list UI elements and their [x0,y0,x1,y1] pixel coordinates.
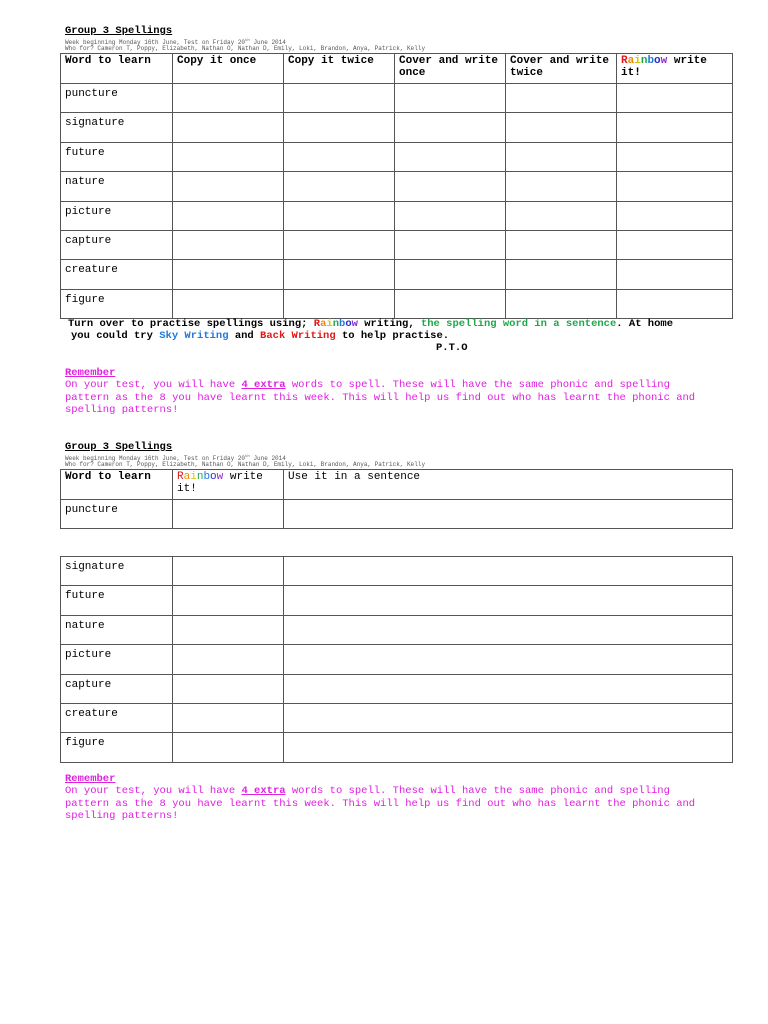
rainbow-write-cell [617,289,733,318]
sentence-cell [284,615,733,644]
rainbow-write-cell [173,674,284,703]
word-cell: signature [61,557,173,586]
rainbow-write-cell [617,260,733,289]
table-row [61,703,733,732]
word-cell: signature [61,113,173,142]
sheet2-week-line: Week beginning Monday 16th June, Test on Friday 20th June 2014 [65,455,286,462]
rainbow-write-cell [173,703,284,732]
header-copy-twice: Copy it twice [284,54,395,84]
word-cell: puncture [61,84,173,113]
copy-twice-cell [284,172,395,201]
header-rainbow-write: Rainbow write it! [617,54,733,84]
cover-twice-cell [506,201,617,230]
cover-twice-cell [506,230,617,259]
cover-once-cell [395,289,506,318]
word-cell: picture [61,201,173,230]
copy-once-cell [173,289,284,318]
cover-once-cell [395,260,506,289]
cover-once-cell [395,84,506,113]
copy-once-cell [173,142,284,171]
sky-writing-phrase: Sky Writing [159,330,229,342]
sentence-cell [284,586,733,615]
rainbow-write-cell [173,645,284,674]
word-cell: nature [61,172,173,201]
word-cell: creature [61,260,173,289]
instructions-line-1: Turn over to practise spellings using; Rainbow writing, the spelling word in a sentence. At home [68,318,674,330]
copy-once-cell [173,230,284,259]
copy-once-cell [173,113,284,142]
table-row [61,260,733,289]
sheet1-title: Group 3 Spellings [65,25,173,37]
rainbow-write-cell [617,84,733,113]
table-row [61,172,733,201]
word-cell: nature [61,615,173,644]
cover-once-cell [395,201,506,230]
word-cell: puncture [61,500,173,529]
rainbow-write-cell [173,733,284,762]
copy-once-cell [173,84,284,113]
cover-twice-cell [506,172,617,201]
header-cover-twice: Cover and write twice [506,54,617,84]
sheet1-week-line: Week beginning Monday 16th June, Test on Friday 20th June 2014 [65,39,286,46]
sheet1-who-line: Who for? Cameron T, Poppy, Elizabeth, Nathan O, Nathan D, Emily, Loki, Brandon, Anya, Patrick, Kelly [65,45,426,52]
word-cell: future [61,586,173,615]
remember-heading: Remember [65,367,116,379]
header-word-to-learn: Word to learn [61,54,173,84]
copy-twice-cell [284,230,395,259]
rainbow-word: Rainbow [177,471,224,483]
copy-twice-cell [284,84,395,113]
word-cell: capture [61,674,173,703]
copy-once-cell [173,260,284,289]
sentence-phrase: the spelling word in a sentence [420,318,617,330]
sentence-cell [284,733,733,762]
header-use-in-sentence: Use it in a sentence [284,470,733,500]
cover-twice-cell [506,289,617,318]
cover-twice-cell [506,142,617,171]
sentence-cell [284,500,733,529]
table-row [61,201,733,230]
practice-instructions [68,318,728,342]
sentence-table-top [60,469,733,529]
table-row [61,289,733,318]
spelling-practice-table [60,53,733,319]
copy-twice-cell [284,289,395,318]
copy-twice-cell [284,113,395,142]
instructions-line-2: you could try Sky Writing and Back Writing to help practise. [71,330,450,342]
rainbow-word: Rainbow [621,55,668,67]
word-cell: future [61,142,173,171]
copy-twice-cell [284,201,395,230]
sentence-cell [284,645,733,674]
table-row [61,113,733,142]
cover-twice-cell [506,113,617,142]
rainbow-word: Rainbow [313,318,358,330]
table-row [61,557,733,586]
word-cell: figure [61,733,173,762]
back-writing-phrase: Back Writing [260,330,336,342]
copy-once-cell [173,172,284,201]
table-row [61,645,733,674]
rainbow-write-cell [617,201,733,230]
table-row [61,733,733,762]
table-row [61,230,733,259]
table-row [61,84,733,113]
sheet2-who-line: Who for? Cameron T, Poppy, Elizabeth, Nathan O, Nathan D, Emily, Loki, Brandon, Anya, Patrick, Kelly [65,461,426,468]
table-row [61,586,733,615]
cover-twice-cell [506,260,617,289]
rainbow-write-cell [617,230,733,259]
sentence-cell [284,674,733,703]
sentence-table-bottom [60,556,733,763]
table-row [61,674,733,703]
copy-twice-cell [284,260,395,289]
word-cell: picture [61,645,173,674]
sentence-cell [284,557,733,586]
copy-once-cell [173,201,284,230]
cover-once-cell [395,230,506,259]
table-row [61,142,733,171]
word-cell: creature [61,703,173,732]
rainbow-write-cell [173,586,284,615]
remember-text-2: On your test, you will have 4 extra words to spell. These will have the same phonic and spelling pattern as the 8 you have learnt this week. This will help us find out who has learnt the phonic and spelling patterns! [65,785,696,823]
remember-heading-2: Remember [65,773,116,785]
word-cell: capture [61,230,173,259]
rainbow-write-cell [617,172,733,201]
cover-once-cell [395,172,506,201]
rainbow-write-cell [617,113,733,142]
word-cell: figure [61,289,173,318]
rainbow-write-cell [617,142,733,171]
rainbow-write-cell [173,615,284,644]
header-cover-once: Cover and write once [395,54,506,84]
rainbow-write-cell [173,557,284,586]
header-copy-once: Copy it once [173,54,284,84]
cover-once-cell [395,113,506,142]
copy-twice-cell [284,142,395,171]
cover-once-cell [395,142,506,171]
cover-twice-cell [506,84,617,113]
sheet2-title: Group 3 Spellings [65,441,173,453]
header-word-to-learn: Word to learn [61,470,173,500]
sentence-cell [284,703,733,732]
remember-text: On your test, you will have 4 extra words to spell. These will have the same phonic and spelling pattern as the 8 you have learnt this week. This will help us find out who has learnt the phonic and spelling patterns! [65,379,696,417]
rainbow-write-cell [173,500,284,529]
pto-label: P.T.O [436,342,468,354]
table-row [61,615,733,644]
header-rainbow-write: Rainbow write it! [173,470,284,500]
